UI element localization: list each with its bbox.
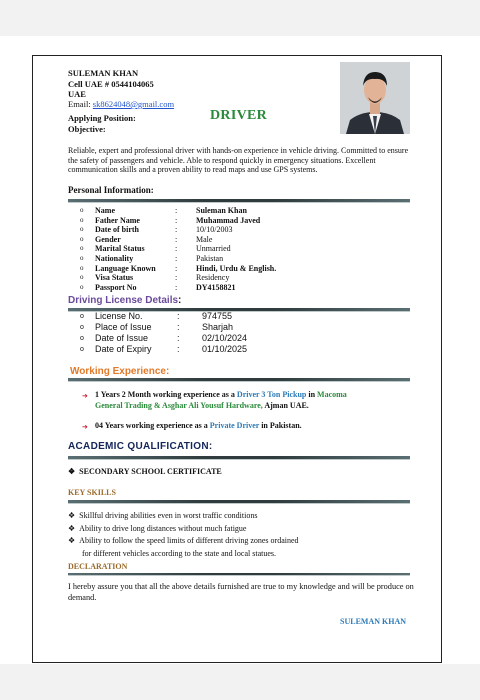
declaration-text: I hereby assure you that all the above details furnished are true to my knowledge and will be produce on demand. [68,582,414,602]
circle-bullet-icon: o [80,206,84,214]
license-label: Date of Issue [95,333,149,343]
diamond-bullet-icon: ❖ [68,467,80,476]
candidate-name: SULEMAN KHAN [68,68,139,78]
arrow-bullet-icon: ➜ [82,423,88,431]
section-divider [68,573,410,575]
section-divider [68,456,410,459]
personal-info-value: Residency [196,273,230,283]
exp1-location: Ajman UAE. [262,401,309,410]
colon: : [175,234,178,244]
email-label: Email: [68,99,91,109]
country: UAE [68,89,86,99]
colon: : [175,244,178,254]
circle-bullet-icon: o [80,263,84,272]
personal-info-value: Pakistan [196,254,224,263]
circle-bullet-icon: o [80,282,84,291]
circle-bullet-icon: o [80,225,84,234]
personal-info-value: Unmarried [196,244,231,254]
personal-info-value: Male [196,234,213,244]
personal-info-label: Date of birth [95,225,139,235]
diamond-bullet-icon: ❖ [68,523,80,533]
exp1-company-b: General Trading & Asghar Ali Yousuf Hardware, [95,401,263,410]
diamond-bullet-icon: ❖ [68,511,80,520]
exp2-text: 04 Years working experience as a [95,421,210,430]
personal-info-label: Marital Status [95,244,145,254]
section-divider [68,199,410,202]
skills-continuation: for different vehicles according to the state and local statues. [82,549,276,558]
personal-info-label: Visa Status [95,273,134,283]
profile-photo-graphic [340,62,410,134]
cell-number: Cell UAE # 0544104065 [68,79,154,89]
exp1-text: 1 Years 2 Month working experience as a [95,390,237,399]
license-label: Place of Issue [95,322,152,332]
skill-text: Skillful driving abilities even in worst traffic conditions [79,511,258,520]
license-title: Driving License Details: [68,295,182,306]
email-line [68,99,174,109]
skill-item [68,536,299,545]
personal-info-value: DY4158821 [196,282,236,292]
exp1-role: Driver 3 Ton Pickup [236,390,307,399]
personal-info-value: Suleman Khan [196,206,247,215]
personal-info-label: Passport No [95,282,137,292]
exp1-company-a: Macoma [317,390,347,399]
personal-info-title-text: Personal Information [68,185,151,195]
personal-info-label: Name [95,206,115,215]
colon: : [177,322,180,332]
exp2-role: Private Driver [209,421,260,430]
academic-item [68,467,222,476]
profile-photo [340,62,410,134]
section-divider [68,500,410,503]
personal-info-label: Nationality [95,254,134,263]
academic-item-text: SECONDARY SCHOOL CERTIFICATE [79,467,222,476]
applying-label: Applying Position: [68,113,136,123]
signature-name: SULEMAN KHAN [340,617,407,626]
license-label: Date of Expiry [95,344,152,354]
diamond-bullet-icon: ❖ [68,536,80,545]
license-value: 02/10/2024 [202,333,248,343]
circle-bullet-icon: o [80,346,84,353]
personal-info-value: 10/10/2003 [196,225,233,235]
circle-bullet-icon: o [80,215,84,224]
colon: : [175,206,178,215]
personal-info-label: Father Name [95,215,140,225]
circle-bullet-icon: o [80,273,84,282]
colon: : [177,344,180,354]
position-title: DRIVER [210,108,268,123]
colon: : [177,311,180,321]
arrow-bullet-icon: ➜ [82,392,88,400]
objective-label: Objective: [68,124,106,134]
colon: : [177,333,180,343]
email-link[interactable]: sk8624048@gmail.com [92,99,175,109]
license-value: 01/10/2025 [202,344,248,354]
colon: : [175,215,178,225]
license-title-text: Driving License Details [68,295,179,306]
circle-bullet-icon: o [80,335,84,342]
personal-info-label: Gender [95,234,121,244]
section-divider [68,378,410,381]
personal-info-label: Language Known [95,263,156,273]
colon: : [175,263,178,273]
skills-title: KEY SKILLS [68,488,116,497]
colon: : [175,273,178,283]
experience-item-2 [95,420,302,431]
license-value: 974755 [202,311,233,321]
colon: : [175,225,178,235]
license-value: Sharjah [202,322,234,332]
exp2-location: in Pakistan. [259,421,302,430]
circle-bullet-icon: o [80,234,84,243]
personal-info-title: Personal Information: [68,185,154,195]
circle-bullet-icon: o [80,313,84,320]
circle-bullet-icon: o [80,324,84,331]
skill-item [68,524,246,533]
circle-bullet-icon: o [80,244,84,253]
experience-item-1 [95,389,395,411]
skill-item [68,511,257,520]
license-label: License No. [95,311,143,321]
personal-info-value: Hindi, Urdu & English. [196,263,277,273]
exp1-in: in [306,390,318,399]
colon: : [175,282,178,292]
personal-info-value: Muhammad Javed [196,215,261,225]
circle-bullet-icon: o [80,254,84,262]
work-title: Working Experience: [70,366,170,377]
objective-text: Reliable, expert and professional driver with hands-on experience in vehicle driving. Committed to ensure the safety of passengers and vehicle. Able to respond quickly in emergency situations. Excellent communication skills and a proven ability to read maps and use GPS systems. [68,146,409,175]
declaration-title: DECLARATION [68,562,128,571]
academic-title: ACADEMIC QUALIFICATION: [68,441,213,452]
skill-text: Ability to follow the speed limits of different driving zones ordained [79,536,299,545]
colon: : [175,254,178,263]
skill-text: Ability to drive long distances without much fatigue [79,523,247,533]
